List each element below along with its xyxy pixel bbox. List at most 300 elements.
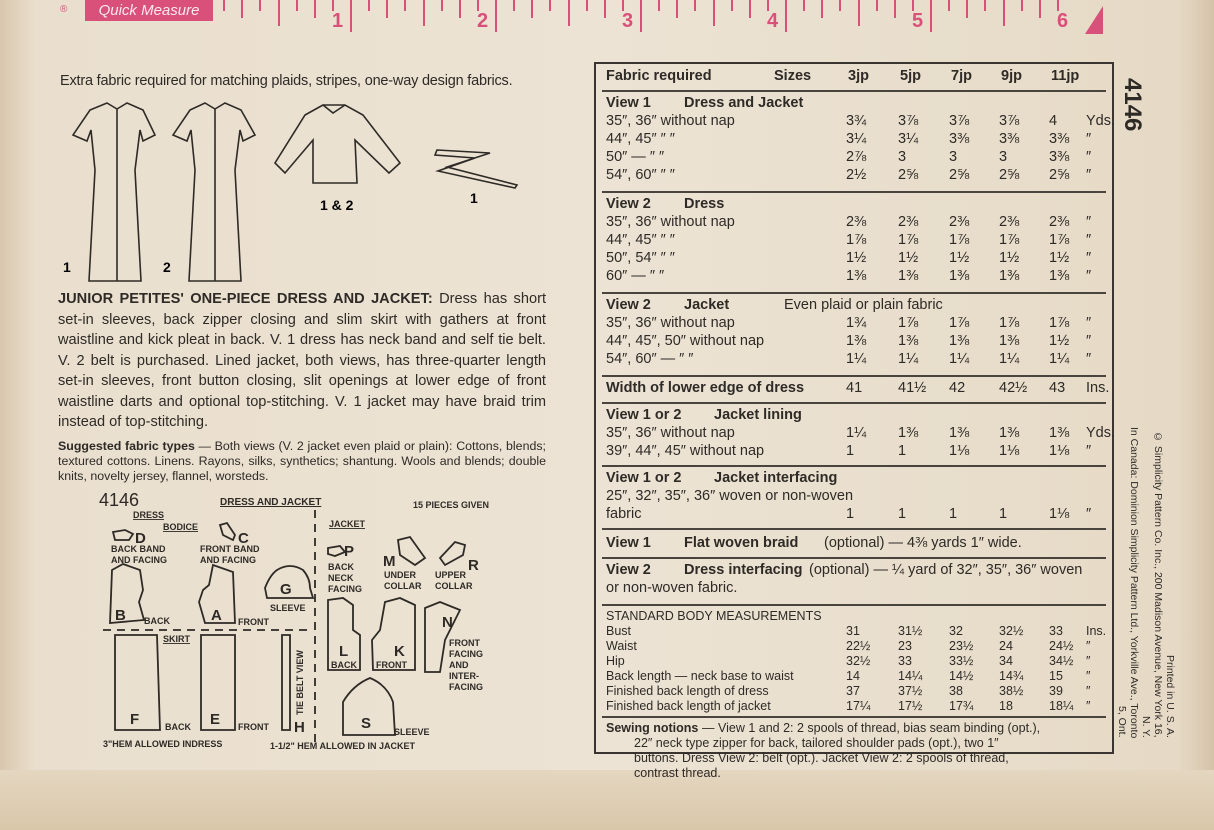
view-label: View 1 [606,95,651,111]
size-value: 38½ [999,684,1024,698]
pattern-description [58,289,546,433]
table-divider [602,375,1106,377]
table-row [606,214,1104,232]
section-title: STANDARD BODY MEASUREMENTS [606,609,822,623]
quick-measure-ruler [0,0,1214,36]
dress-interfacing-text: or non-woven fabric. [606,580,738,596]
size-value: 1 [898,506,907,522]
illustration-label: 1 & 2 [320,197,354,213]
size-value: 1⅜ [898,425,919,441]
size-value: 33 [1049,624,1063,638]
illustration-label: 2 [163,259,171,275]
size-value: 1⅞ [999,232,1020,248]
ruler-tick [930,0,932,32]
unit: Yds. [1086,425,1116,441]
dress-view2-drawing [173,103,255,281]
size-value: 2⅞ [846,149,867,165]
piece-d-shape [113,530,133,540]
size-value: 23½ [949,639,974,653]
size-value: 2⅜ [846,214,867,230]
piece-name: BACK [144,616,170,626]
unit: ″ [1086,443,1092,459]
unit: ″ [1086,131,1092,147]
ruler-tick [531,0,533,18]
section-heading [606,95,1104,113]
unit: ″ [1086,351,1092,367]
ruler-inch-number: 4 [767,10,779,32]
size-value: 1⅞ [846,232,867,248]
ruler-tick [713,0,715,26]
unit: ″ [1086,639,1091,653]
unit: ″ [1086,684,1091,698]
size-header: 9jp [1001,68,1022,84]
side-pattern-number: 4146 [1119,78,1146,132]
jacket-hem-note: 1-1/2" HEM ALLOWED IN JACKET [270,741,415,751]
size-value: 3¼ [846,131,867,147]
size-value: 1¼ [846,351,867,367]
table-divider [602,402,1106,404]
size-value: 1½ [949,250,970,266]
piece-name: COLLAR [384,581,422,591]
ruler-tick [948,0,950,11]
size-value: 1¾ [846,315,867,331]
size-value: 32 [949,624,963,638]
fabric-types-body: — Both views (V. 2 jacket even plaid or plain): Cottons, blends; textured cottons. Linens. Rayons, silks, synthetics; shantung. Wools and blends; double knits, novelty jersey, flannel, worsteds. [58,439,546,483]
size-value: 32½ [846,654,871,668]
size-value: 1⅛ [1049,443,1070,459]
table-divider [602,604,1106,606]
unit: ″ [1086,250,1092,266]
piece-name: FACING [328,584,363,594]
row-label: Bust [606,624,632,638]
table-row [606,250,1104,268]
piece-h-shape [282,635,290,730]
size-value: 1⅜ [846,268,867,284]
view-label: View 1 [606,535,651,551]
piece-name: AND [449,660,469,670]
ruler-tick [495,0,497,32]
size-value: 1 [898,443,907,459]
size-value: 1¼ [1049,351,1070,367]
size-value: 1¼ [898,351,919,367]
jacket-drawing [275,105,400,183]
size-value: 2⅝ [1049,167,1070,183]
piece-letter: M [383,553,396,570]
bodice-label: BODICE [163,522,199,532]
section-title: Jacket interfacing [714,470,838,486]
view-label: View 2 [606,297,651,313]
ruler-tick [731,0,733,11]
section-heading [606,297,1104,315]
size-value: 33½ [949,654,974,668]
piece-name: BACK [165,722,191,732]
ruler-tick [423,0,425,26]
size-value: 1⅛ [949,443,970,459]
size-value: 1⅜ [898,333,919,349]
table-row [606,425,1116,443]
row-label: 54″, 60″ — ″ ″ [606,351,694,367]
size-value: 3⅜ [1049,131,1070,147]
piece-name: FACING [449,682,484,692]
piece-m-shape [398,537,425,565]
ruler-tick [984,0,986,11]
sewing-notions-text: contrast thread. [634,766,721,780]
row-label: 50″ — ″ ″ [606,149,665,165]
size-value: 1⅞ [898,315,919,331]
size-value: 41 [846,380,863,396]
table-row [606,488,1104,506]
section-title: Dress and Jacket [684,95,804,111]
size-value: 1⅜ [999,268,1020,284]
matching-fabric-note: Extra fabric required for matching plaids, stripes, one-way design fabrics. [60,73,513,89]
piece-letter: N [442,614,453,631]
row-label: 60″ — ″ ″ [606,268,665,284]
braid-row [606,535,1104,553]
tie-belt-drawing [435,150,517,188]
canada-distributor: In Canada: Dominion Simplicity Pattern Ltd., Yorkville Ave., Toronto 5, Ont. [1116,426,1140,738]
row-label: 39″, 44″, 45″ without nap [606,443,765,459]
unit: ″ [1086,315,1092,331]
size-value: 2⅝ [949,167,970,183]
unit: ″ [1086,214,1092,230]
size-value: 1⅛ [999,443,1020,459]
piece-c-shape [220,523,235,540]
size-value: 1½ [1049,333,1070,349]
size-value: 1¼ [949,351,970,367]
size-value: 42½ [999,380,1028,396]
table-row [606,167,1104,185]
sizes-label: Sizes [774,68,812,84]
table-divider [602,557,1106,559]
sewing-notions-text: buttons. Dress View 2: belt (opt.). Jacket View 2: 2 spools of thread, [634,751,1009,765]
piece-name: BACK BAND [111,544,166,554]
piece-letter: L [339,643,349,660]
unit: ″ [1086,268,1092,284]
unit: ″ [1086,699,1091,713]
ruler-tick [785,0,787,32]
row-label: 50″, 54″ ″ ″ [606,250,675,266]
sewing-notions-line [606,766,1104,784]
section-heading [606,196,1104,214]
section-title: Jacket lining [714,407,802,423]
piece-r-shape [440,542,465,565]
table-row [606,315,1104,333]
publisher-info [1116,420,1176,738]
row-label: 44″, 45″ ″ ″ [606,131,675,147]
braid-text: (optional) — 4⅜ yards 1″ wide. [824,535,1022,551]
size-value: 3 [949,149,958,165]
ruler-tick [749,0,751,18]
view-illustrations [55,95,545,285]
dress-interfacing-row-2 [606,580,1104,598]
size-value: 14 [846,669,860,683]
row-label: 35″, 36″ without nap [606,315,735,331]
ruler-end-triangle-icon [1085,6,1103,34]
size-value: 2⅜ [1049,214,1070,230]
dress-view1-drawing [73,103,155,281]
section-heading [606,407,1104,425]
ruler-tick [441,0,443,11]
ruler-tick [803,0,805,11]
description-title: JUNIOR PETITES' ONE-PIECE DRESS AND JACKET: [58,291,433,307]
size-value: 1⅜ [999,425,1020,441]
size-value: 1½ [898,250,919,266]
size-value: 1⅜ [898,268,919,284]
fabric-types-title: Suggested fabric types [58,439,195,453]
size-value: 3⅞ [949,113,970,129]
ruler-tick [350,0,352,32]
ruler-inch-number: 3 [622,10,634,32]
piece-name: TIE BELT VIEW [295,650,305,715]
ruler-tick [404,0,406,11]
section-title: Flat woven braid [684,535,799,551]
unit: Ins. [1086,624,1107,638]
piece-name: FRONT BAND [200,544,260,554]
copyright: © Simplicity Pattern Co. Inc., 200 Madison Avenue, New York 16, N. Y. [1140,431,1164,738]
size-value: 1⅜ [949,333,970,349]
table-row [606,351,1104,369]
ruler-tick [1003,0,1005,26]
piece-name: NECK [328,573,354,583]
sewing-notions-text: 22″ neck type zipper for back, tailored shoulder pads (opt.), two 1″ [634,736,999,750]
measurement-row [606,699,1104,717]
size-value: 22½ [846,639,871,653]
diagram-title: DRESS AND JACKET [220,497,322,508]
piece-name: FRONT [238,722,269,732]
unit: ″ [1086,333,1092,349]
size-value: 1⅜ [949,268,970,284]
size-value: 2⅝ [898,167,919,183]
description-body: Dress has short set-in sleeves, back zipper closing and slim skirt with gathers at front waistline and kick pleat in back. V. 1 dress has neck band and self tie belt. V. 2 belt is purchased. Lined jacket, both views, has three-quarter length set-in sleeves, front button closing, slit openings at lower edge of front waistline darts and optional top-stitching. V. 1 jacket may have braid trim instead of top-stitching. [58,291,546,430]
table-row [606,113,1116,131]
jacket-label: JACKET [329,519,366,529]
printed-in: Printed in U. S. A. [1164,655,1176,738]
row-label: 35″, 36″ without nap [606,425,735,441]
size-value: 2½ [846,167,867,183]
section-title: Dress interfacing [684,562,803,578]
size-value: 1 [999,506,1008,522]
row-label: fabric [606,506,642,522]
size-header: 11jp [1051,68,1080,84]
size-value: 1¼ [999,351,1020,367]
illustration-label: 1 [470,190,478,206]
unit: ″ [1086,654,1091,668]
piece-name: FRONT [449,638,480,648]
dress-width-row [606,380,1110,398]
size-header: 5jp [900,68,921,84]
dress-interfacing-row [606,562,1104,580]
table-row [606,443,1104,461]
size-value: 3⅜ [1049,149,1070,165]
view-label: View 1 or 2 [606,470,682,486]
ruler-tick [894,0,896,18]
header-label: Fabric required [606,68,712,84]
size-value: 1¼ [846,425,867,441]
ruler-tick [1021,0,1023,11]
ruler-inch-number: 5 [912,10,924,32]
row-label: 25″, 32″, 35″, 36″ woven or non-woven [606,488,854,504]
row-label: 54″, 60″ ″ ″ [606,167,675,183]
size-value: 1½ [1049,250,1070,266]
ruler-tick [386,0,388,18]
size-value: 1⅞ [949,232,970,248]
size-value: 31 [846,624,860,638]
ruler-tick [658,0,660,11]
table-row [606,131,1104,149]
row-label: Finished back length of dress [606,684,769,698]
size-value: 37 [846,684,860,698]
size-value: 3⅞ [898,113,919,129]
piece-letter: C [238,530,249,547]
size-value: 3¼ [898,131,919,147]
size-value: 37½ [898,684,923,698]
piece-letter: P [344,543,355,560]
ruler-inch-number: 2 [477,10,489,32]
piece-name: FACING [449,649,484,659]
piece-name: BACK [331,660,357,670]
view-label: View 2 [606,562,651,578]
size-value: 24½ [1049,639,1074,653]
size-value: 18 [999,699,1013,713]
view-label: View 2 [606,196,651,212]
size-value: 33 [898,654,912,668]
suggested-fabric-types [58,439,546,484]
table-row [606,333,1104,351]
size-value: 2⅜ [999,214,1020,230]
ruler-tick [604,0,606,18]
ruler-tick [586,0,588,11]
piece-name: BACK [328,562,354,572]
dress-interfacing-text: (optional) — ¼ yard of 32″, 35″, 36″ woven [809,562,1083,578]
ruler-tick [513,0,515,11]
size-value: 34 [999,654,1013,668]
piece-name: UNDER [384,570,417,580]
ruler-tick [876,0,878,11]
ruler-tick [568,0,570,26]
size-value: 1⅞ [1049,232,1070,248]
size-value: 14½ [949,669,974,683]
pattern-number: 4146 [99,490,140,510]
table-divider [602,716,1106,718]
piece-letter: E [210,711,221,728]
unit: ″ [1086,149,1092,165]
size-value: 17½ [898,699,923,713]
ruler-inch-number: 6 [1057,10,1069,32]
size-value: 42 [949,380,966,396]
ruler-tick [640,0,642,32]
size-value: 3¾ [846,113,867,129]
registered-mark: ® [60,4,68,15]
section-heading [606,470,1104,488]
section-title: Dress [684,196,725,212]
ruler-tick [676,0,678,18]
size-value: 1⅜ [1049,268,1070,284]
row-label: Back length — neck base to waist [606,669,794,683]
unit: ″ [1086,167,1092,183]
ruler-tick [314,0,316,18]
piece-letter: S [361,715,372,732]
table-header [606,68,1104,86]
size-value: 41½ [898,380,927,396]
quick-measure-label: Quick Measure [85,0,213,21]
size-value: 2⅝ [999,167,1020,183]
view-label: View 1 or 2 [606,407,682,423]
size-value: 18¼ [1049,699,1074,713]
piece-name: COLLAR [435,581,473,591]
table-divider [602,528,1106,530]
skirt-label: SKIRT [163,634,190,644]
ruler-tick [278,0,280,26]
row-label: 35″, 36″ without nap [606,214,735,230]
size-value: 24 [999,639,1013,653]
table-row [606,268,1104,286]
row-label: Width of lower edge of dress [606,380,805,396]
ruler-tick [694,0,696,11]
row-label: 44″, 45″ ″ ″ [606,232,675,248]
size-value: 1⅜ [1049,425,1070,441]
size-value: 3⅜ [949,131,970,147]
piece-letter: F [130,711,140,728]
piece-p-shape [328,546,345,556]
dress-hem-note: 3"HEM ALLOWED INDRESS [103,739,223,749]
ruler-tick [821,0,823,18]
illustration-label: 1 [63,259,71,275]
ruler-tick [223,0,225,11]
row-label: Waist [606,639,637,653]
unit: Ins. [1086,380,1110,396]
ruler-tick [839,0,841,11]
table-divider [602,191,1106,193]
fabric-requirements-table [594,62,1116,780]
size-value: 1⅞ [999,315,1020,331]
size-value: 15 [1049,669,1063,683]
piece-name: INTER- [449,671,479,681]
piece-name: AND FACING [200,555,256,565]
piece-name: FRONT [376,660,407,670]
size-header: 3jp [848,68,869,84]
size-value: 4 [1049,113,1058,129]
size-value: 3 [999,149,1008,165]
size-value: 39 [1049,684,1063,698]
piece-name: AND FACING [111,555,167,565]
piece-name: FRONT [238,617,269,627]
row-label: 44″, 45″, 50″ without nap [606,333,765,349]
unit: ″ [1086,232,1092,248]
size-value: 14¼ [898,669,923,683]
row-label: 35″, 36″ without nap [606,113,735,129]
size-value: 31½ [898,624,923,638]
sewing-notions-text: — View 1 and 2: 2 spools of thread, bias seam binding (opt.), [702,721,1041,735]
table-divider [602,465,1106,467]
unit: ″ [1086,506,1092,522]
piece-name: SLEEVE [270,603,306,613]
size-value: 17¾ [949,699,974,713]
section-note: Even plaid or plain fabric [784,297,943,313]
section-title: Jacket [684,297,730,313]
size-value: 2⅜ [898,214,919,230]
piece-letter: H [294,719,305,736]
piece-letter: K [394,643,405,660]
dress-label: DRESS [133,510,165,520]
size-value: 3⅜ [999,131,1020,147]
size-value: 2⅜ [949,214,970,230]
size-value: 3 [898,149,907,165]
size-value: 32½ [999,624,1024,638]
ruler-inch-number: 1 [332,10,344,32]
row-label: Hip [606,654,625,668]
size-value: 1½ [999,250,1020,266]
size-value: 1⅞ [1049,315,1070,331]
